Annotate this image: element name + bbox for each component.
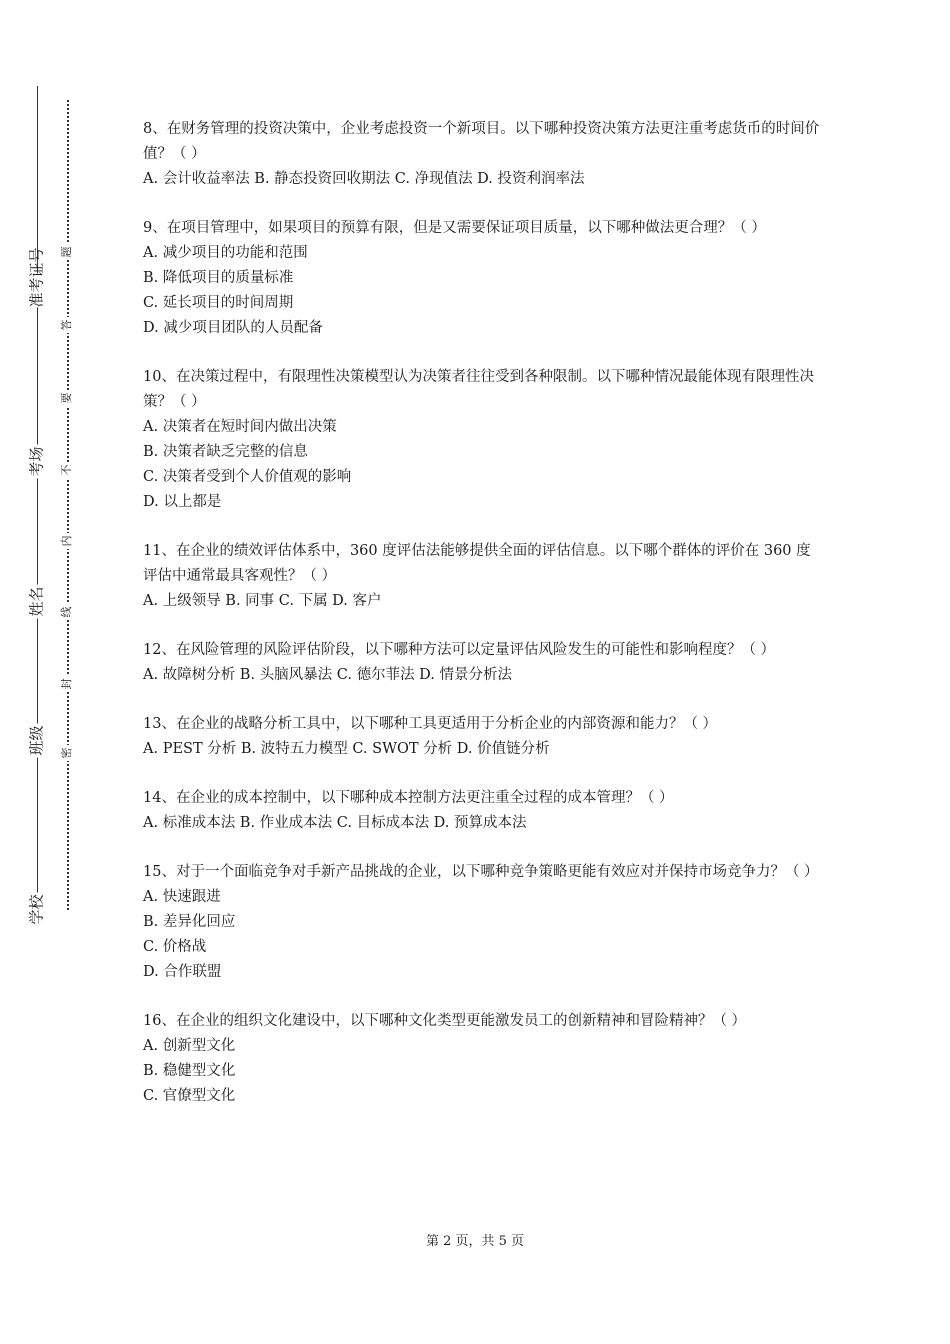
option-a: A. 快速跟进 xyxy=(143,889,221,905)
binding-line-solid xyxy=(37,86,38,926)
question-list xyxy=(143,117,823,1133)
question-text: 15、对于一个面临竞争对手新产品挑战的企业，以下哪种竞争策略更能有效应对并保持市场竞争力？（ ） xyxy=(143,864,819,880)
seal-char: 题 xyxy=(59,244,75,260)
question-text: 11、在企业的绩效评估体系中，360 度评估法能够提供全面的评估信息。以下哪个群体的评价在 360 度评估中通常最具客观性？（ ） xyxy=(143,543,811,584)
option-d: D. 合作联盟 xyxy=(143,964,222,980)
binding-line-dotted xyxy=(67,100,69,910)
option-a: A. 创新型文化 xyxy=(143,1038,236,1054)
question-options: A. PEST 分析 B. 波特五力模型 C. SWOT 分析 D. 价值链分析 xyxy=(143,741,550,757)
question-11 xyxy=(143,539,823,614)
option-d: D. 以上都是 xyxy=(143,494,222,510)
question-options: A. 上级领导 B. 同事 C. 下属 D. 客户 xyxy=(143,593,382,609)
seal-char: 线 xyxy=(59,604,75,620)
option-b: B. 决策者缺乏完整的信息 xyxy=(143,444,308,460)
seal-char: 密 xyxy=(59,745,75,761)
option-c: C. 价格战 xyxy=(143,939,207,955)
question-text: 10、在决策过程中，有限理性决策模型认为决策者往往受到各种限制。以下哪种情况最能体现有限理性决策？（ ） xyxy=(143,369,814,410)
seal-char: 要 xyxy=(59,390,75,406)
option-d: D. 减少项目团队的人员配备 xyxy=(143,320,323,336)
question-8 xyxy=(143,117,823,192)
question-12 xyxy=(143,638,823,688)
question-14 xyxy=(143,786,823,836)
seal-char: 不 xyxy=(59,462,75,478)
question-text: 12、在风险管理的风险评估阶段，以下哪种方法可以定量评估风险发生的可能性和影响程度？（ ） xyxy=(143,642,776,658)
question-text: 13、在企业的战略分析工具中，以下哪种工具更适用于分析企业的内部资源和能力？（ ） xyxy=(143,716,718,732)
option-c: C. 延长项目的时间周期 xyxy=(143,295,294,311)
option-b: B. 差异化回应 xyxy=(143,914,236,930)
question-text: 16、在企业的组织文化建设中，以下哪种文化类型更能激发员工的创新精神和冒险精神？（ ） xyxy=(143,1013,747,1029)
question-options: A. 故障树分析 B. 头脑风暴法 C. 德尔菲法 D. 情景分析法 xyxy=(143,667,513,683)
option-a: A. 决策者在短时间内做出决策 xyxy=(143,419,337,435)
field-label-exam-number: 准考证号 xyxy=(27,247,46,308)
field-label-class: 班级 xyxy=(27,725,46,756)
option-c: C. 决策者受到个人价值观的影响 xyxy=(143,469,352,485)
field-label-school: 学校 xyxy=(27,894,46,925)
question-15 xyxy=(143,860,823,985)
question-10 xyxy=(143,365,823,515)
question-options: A. 会计收益率法 B. 静态投资回收期法 C. 净现值法 D. 投资利润率法 xyxy=(143,171,585,187)
question-16 xyxy=(143,1009,823,1109)
field-label-name: 姓名 xyxy=(27,586,46,617)
question-9 xyxy=(143,216,823,341)
question-options: A. 标准成本法 B. 作业成本法 C. 目标成本法 D. 预算成本法 xyxy=(143,815,527,831)
option-a: A. 减少项目的功能和范围 xyxy=(143,245,308,261)
option-b: B. 稳健型文化 xyxy=(143,1063,236,1079)
page-number-footer: 第 2 页，共 5 页 xyxy=(425,1234,525,1249)
question-13 xyxy=(143,712,823,762)
field-label-exam-room: 考场 xyxy=(27,446,46,477)
option-c: C. 官僚型文化 xyxy=(143,1088,236,1104)
question-text: 14、在企业的成本控制中，以下哪种成本控制方法更注重全过程的成本管理？（ ） xyxy=(143,790,674,806)
question-text: 8、在财务管理的投资决策中，企业考虑投资一个新项目。以下哪种投资决策方法更注重考虑货币的时间价值？（ ） xyxy=(143,121,820,162)
seal-char: 封 xyxy=(59,676,75,692)
seal-char: 答 xyxy=(59,317,75,333)
option-b: B. 降低项目的质量标准 xyxy=(143,270,294,286)
seal-char: 内 xyxy=(59,533,75,549)
question-text: 9、在项目管理中，如果项目的预算有限，但是又需要保证项目质量，以下哪种做法更合理？（ ） xyxy=(143,220,766,236)
